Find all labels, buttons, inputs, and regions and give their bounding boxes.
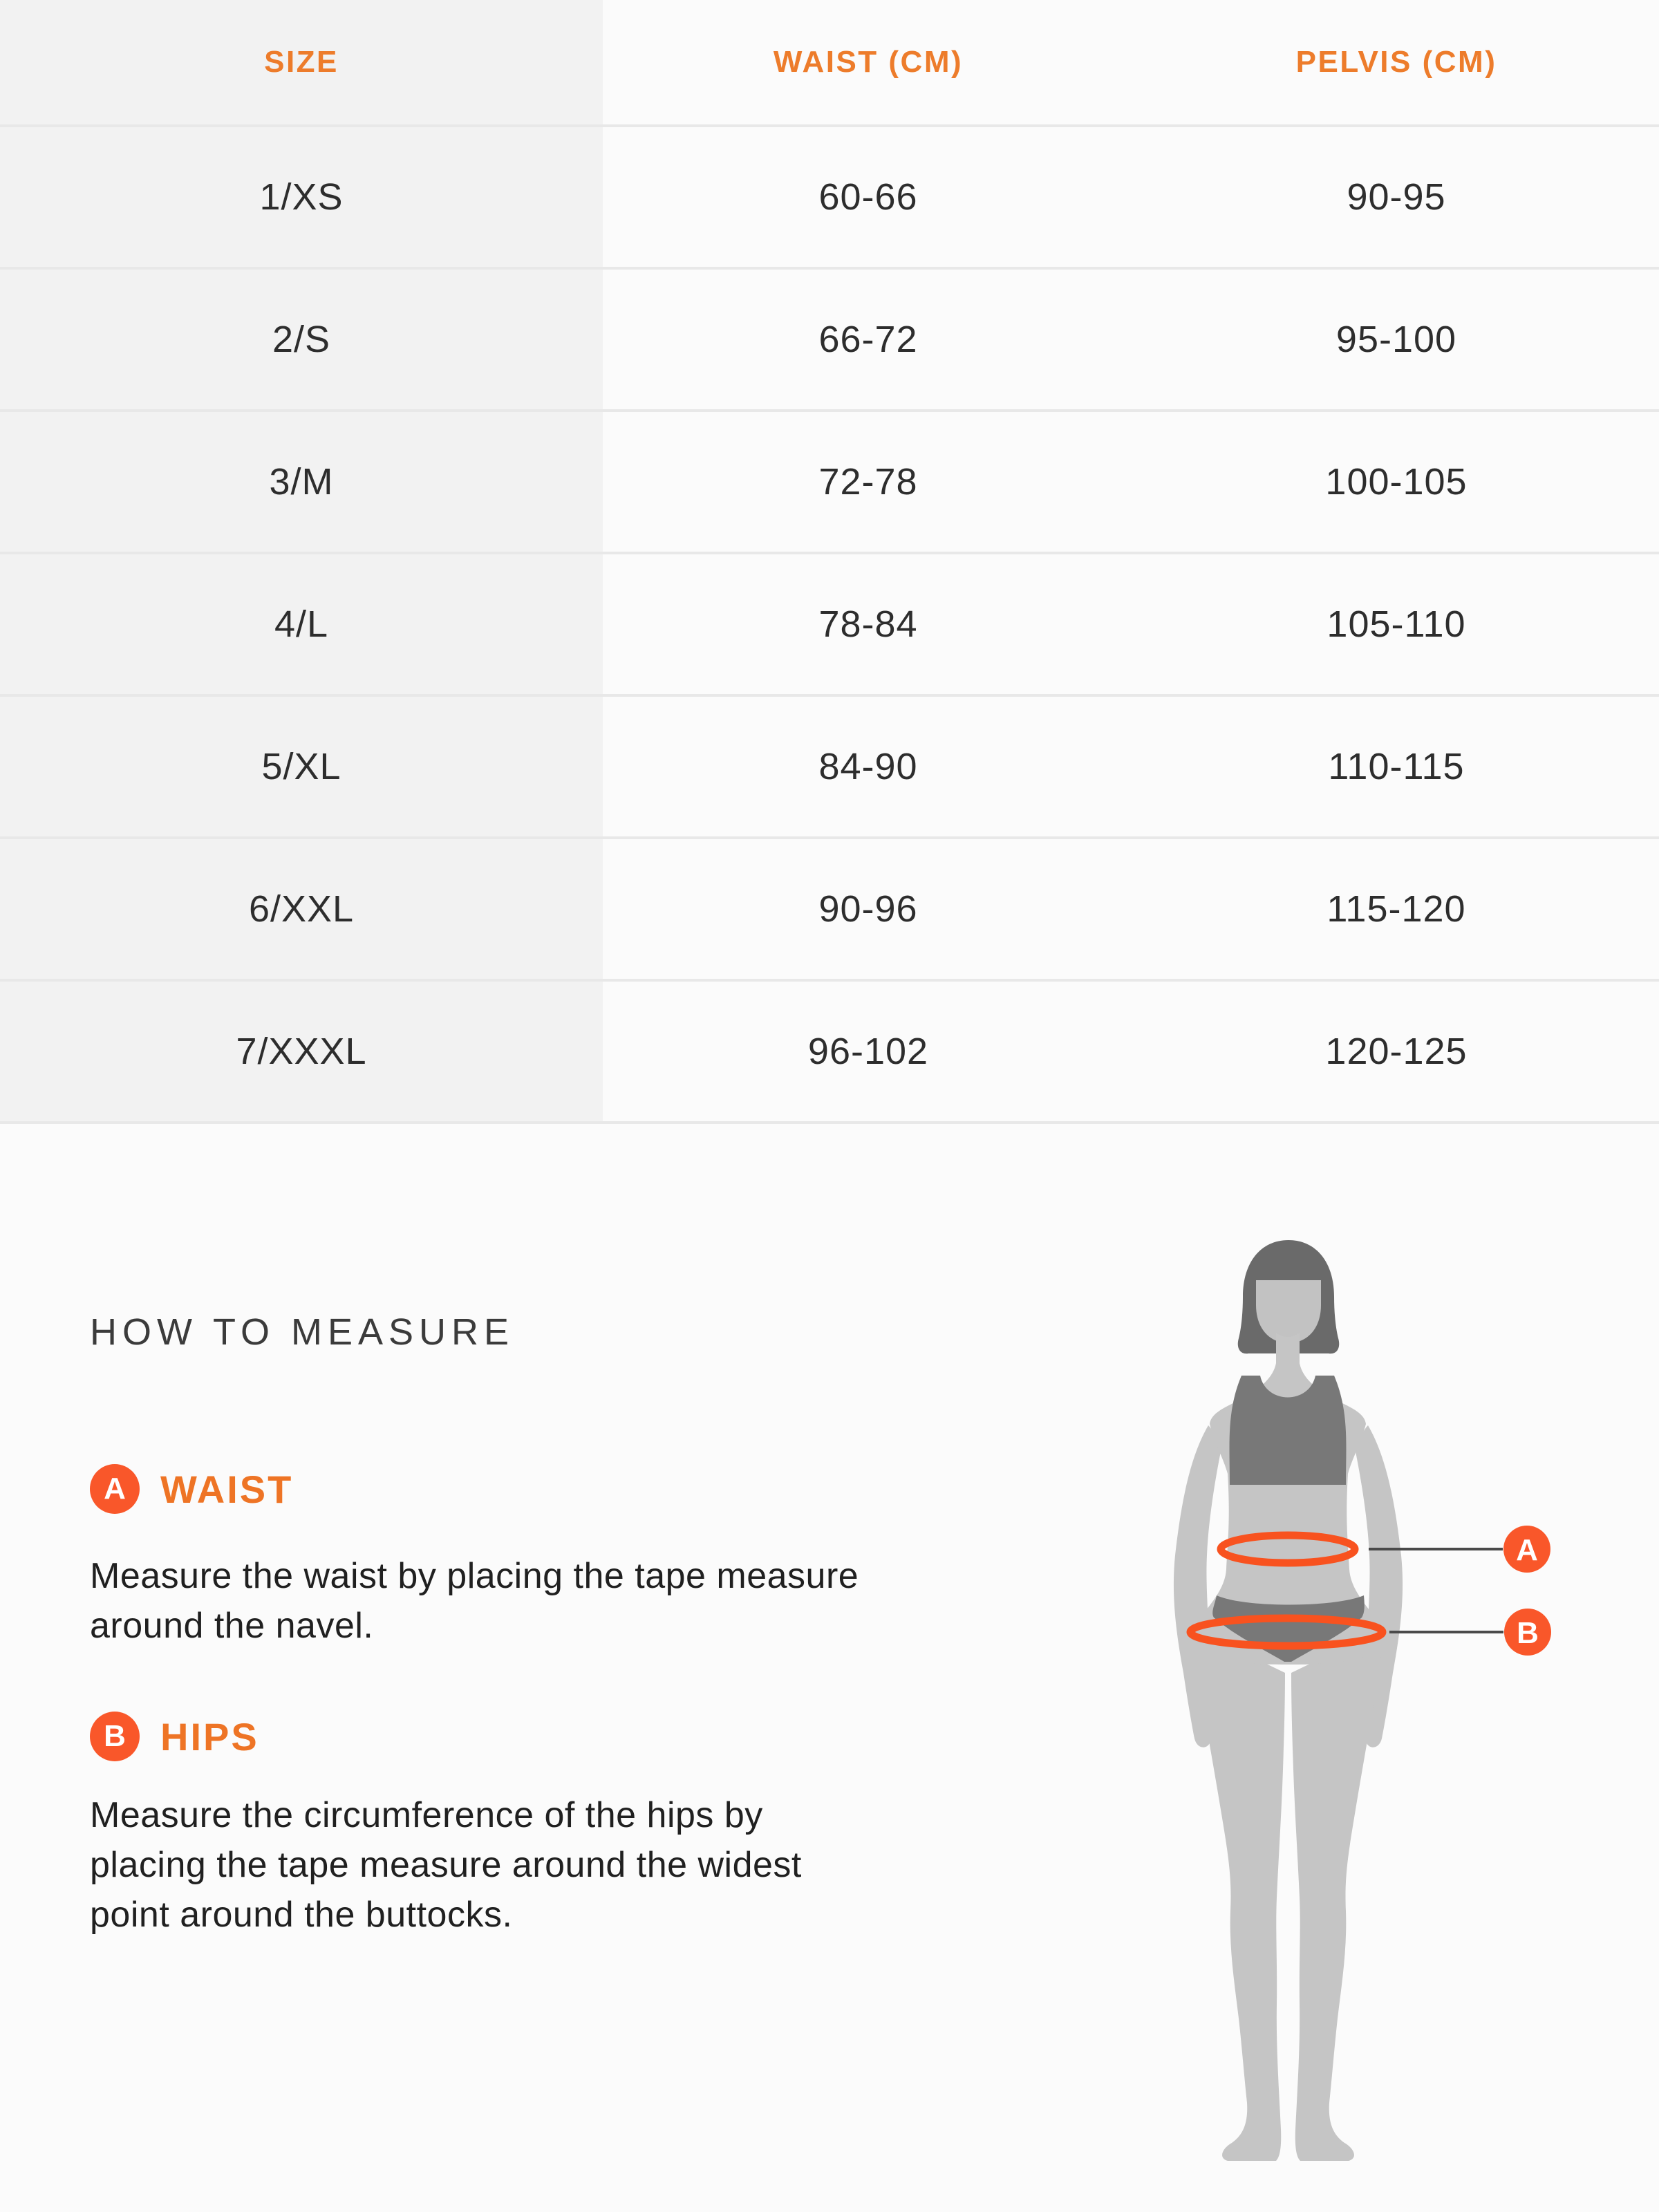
cell-waist: 84-90 <box>818 746 918 787</box>
cell-waist: 72-78 <box>818 461 918 503</box>
cell-waist: 66-72 <box>818 319 918 360</box>
cell-size: 2/S <box>272 319 331 360</box>
hips-label: HIPS <box>160 1714 259 1759</box>
waist-section-heading <box>90 1464 1168 1514</box>
how-to-measure-section <box>90 1311 1168 1940</box>
body-figure-svg <box>1106 1230 1659 2184</box>
table-body <box>0 127 1659 1124</box>
cell-size: 6/XXL <box>248 888 355 930</box>
table-row <box>0 127 1659 270</box>
marker-b-badge: B <box>90 1712 140 1761</box>
figure-marker-b-letter: B <box>1517 1616 1539 1650</box>
cell-pelvis: 110-115 <box>1328 746 1465 787</box>
how-to-measure-title: HOW TO MEASURE <box>90 1311 515 1353</box>
table-row <box>0 982 1659 1124</box>
cell-pelvis: 105-110 <box>1327 603 1466 645</box>
cell-waist: 90-96 <box>818 888 918 930</box>
measurement-figure <box>1106 1230 1659 2184</box>
cell-size: 1/XS <box>259 176 344 218</box>
cell-size: 5/XL <box>261 746 341 787</box>
cell-size: 4/L <box>274 603 329 645</box>
left-leg <box>1192 1628 1285 2161</box>
cell-pelvis: 100-105 <box>1325 461 1468 503</box>
cell-size: 3/M <box>269 461 334 503</box>
cell-waist: 60-66 <box>818 176 918 218</box>
cell-size: 7/XXXL <box>236 1031 367 1072</box>
table-row <box>0 839 1659 982</box>
column-header-waist: WAIST (CM) <box>773 45 964 79</box>
hips-section-heading <box>90 1712 1168 1761</box>
cell-pelvis: 120-125 <box>1325 1031 1468 1072</box>
cell-waist: 78-84 <box>818 603 918 645</box>
column-header-pelvis: PELVIS (CM) <box>1295 45 1497 79</box>
cell-pelvis: 95-100 <box>1335 319 1457 360</box>
cell-pelvis: 90-95 <box>1347 176 1446 218</box>
table-row <box>0 697 1659 839</box>
table-row <box>0 270 1659 412</box>
table-header-row <box>0 0 1659 127</box>
hips-description: Measure the circumference of the hips by placing the tape measure around the widest point around the buttocks. <box>90 1795 802 1935</box>
waist-description: Measure the waist by placing the tape measure around the navel. <box>90 1556 859 1646</box>
table-row <box>0 554 1659 697</box>
cell-waist: 96-102 <box>807 1031 929 1072</box>
right-leg <box>1291 1628 1385 2161</box>
table-row <box>0 412 1659 554</box>
waist-label: WAIST <box>160 1467 294 1511</box>
marker-a-badge: A <box>90 1464 140 1514</box>
figure-marker-a-letter: A <box>1516 1533 1538 1567</box>
column-header-size: SIZE <box>264 45 339 79</box>
cell-pelvis: 115-120 <box>1327 888 1466 930</box>
